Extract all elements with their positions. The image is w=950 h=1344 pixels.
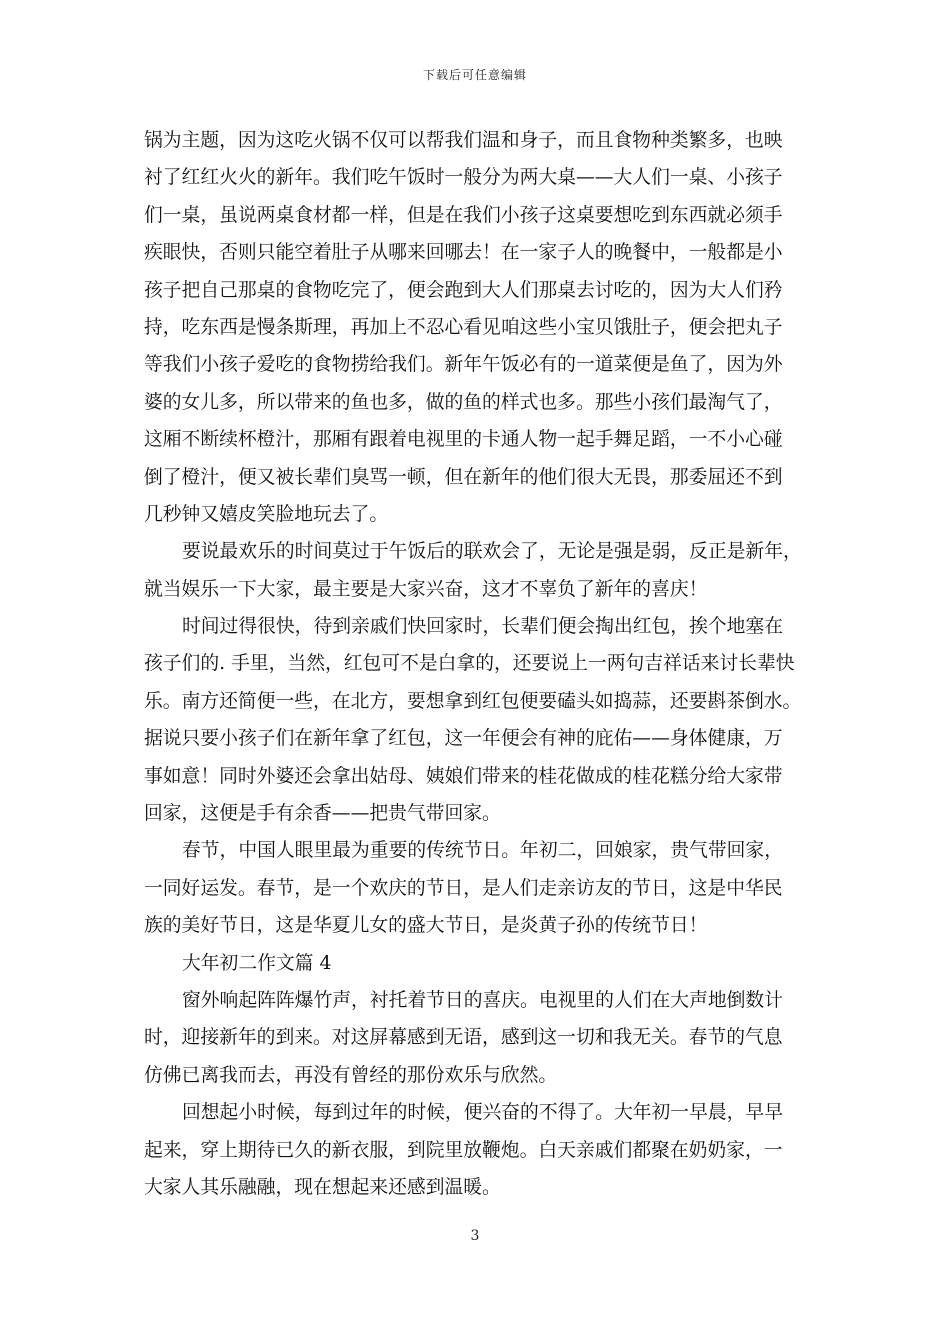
text-line: 几秒钟又嬉皮笑脸地玩去了。	[144, 503, 389, 525]
text-line: 时间过得很快，待到亲戚们快回家时，长辈们便会掏出红包，挨个地塞在	[182, 616, 783, 638]
text-line: 等我们小孩子爱吃的食物捞给我们。新年午饭必有的一道菜便是鱼了，因为外	[144, 354, 783, 376]
text-line: 事如意！同时外婆还会拿出姑母、姨娘们带来的桂花做成的桂花糕分给大家带	[144, 765, 783, 787]
text-line: 回想起小时候，每到过年的时候，便兴奋的不得了。大年初一早晨，早早	[182, 1102, 783, 1124]
text-line: 仿佛已离我而去，再没有曾经的那份欢乐与欣然。	[144, 1064, 558, 1086]
text-line: 就当娱乐一下大家，最主要是大家兴奋，这才不辜负了新年的喜庆！	[144, 578, 708, 600]
text-line: 孩子把自己那桌的食物吃完了，便会跑到大人们那桌去讨吃的，因为大人们矜	[144, 279, 783, 301]
text-line: 衬了红红火火的新年。我们吃午饭时一般分为两大桌——大人们一桌、小孩子	[144, 167, 783, 189]
heading-text: 大年初二作文篇 4	[182, 952, 332, 974]
paragraph	[144, 122, 808, 533]
text-line: 据说只要小孩子们在新年拿了红包，这一年便会有神的庇佑——身体健康，万	[144, 728, 783, 750]
paragraph	[144, 1094, 808, 1206]
text-line: 这厢不断续杯橙汁，那厢有跟着电视里的卡通人物一起手舞足蹈，一不小心碰	[144, 429, 783, 451]
text-line: 婆的女儿多，所以带来的鱼也多，做的鱼的样式也多。那些小孩们最淘气了，	[144, 391, 783, 413]
text-line: 起来，穿上期待已久的新衣服，到院里放鞭炮。白天亲戚们都聚在奶奶家，一	[144, 1139, 783, 1161]
text-line: 倒了橙汁，便又被长辈们臭骂一顿，但在新年的他们很大无畏，那委屈还不到	[144, 466, 783, 488]
text-line: 时，迎接新年的到来。对这屏幕感到无语，感到这一切和我无关。春节的气息	[144, 1027, 783, 1049]
text-line: 持，吃东西是慢条斯理，再加上不忍心看见咱这些小宝贝饿肚子，便会把丸子	[144, 316, 783, 338]
text-line: 回家，这便是手有余香——把贵气带回家。	[144, 803, 501, 825]
page-header: 下载后可任意编辑	[422, 68, 527, 82]
text-line: 窗外响起阵阵爆竹声，衬托着节日的喜庆。电视里的人们在大声地倒数计	[182, 989, 783, 1011]
section-heading	[144, 945, 808, 982]
text-line: 们一桌，虽说两桌食材都一样，但是在我们小孩子这桌要想吃到东西就必须手	[144, 204, 783, 226]
text-line: 锅为主题，因为这吃火锅不仅可以帮我们温和身子，而且食物种类繁多，也映	[144, 130, 783, 151]
text-line: 春节，中国人眼里最为重要的传统节日。年初二，回娘家，贵气带回家，	[182, 840, 783, 862]
text-line: 一同好运发。春节，是一个欢庆的节日，是人们走亲访友的节日，这是中华民	[144, 877, 783, 899]
text-line: 乐。南方还简便一些，在北方，要想拿到红包便要磕头如捣蒜，还要斟茶倒水。	[144, 690, 802, 712]
text-line: 孩子们的. 手里，当然，红包可不是白拿的，还要说上一两句吉祥话来讨长辈快	[144, 653, 795, 675]
page-number: 3	[470, 1228, 480, 1244]
text-line: 要说最欢乐的时间莫过于午饭后的联欢会了，无论是强是弱，反正是新年，	[182, 541, 802, 563]
text-line: 疾眼快，否则只能空着肚子从哪来回哪去！在一家子人的晚餐中，一般都是小	[144, 242, 783, 264]
paragraph	[144, 982, 808, 1094]
document-body	[144, 122, 808, 1206]
paragraph	[144, 832, 808, 944]
text-line: 族的美好节日，这是华夏儿女的盛大节日，是炎黄子孙的传统节日！	[144, 915, 708, 937]
paragraph	[144, 608, 808, 832]
text-line: 大家人其乐融融，现在想起来还感到温暖。	[144, 1176, 501, 1198]
paragraph	[144, 533, 808, 608]
